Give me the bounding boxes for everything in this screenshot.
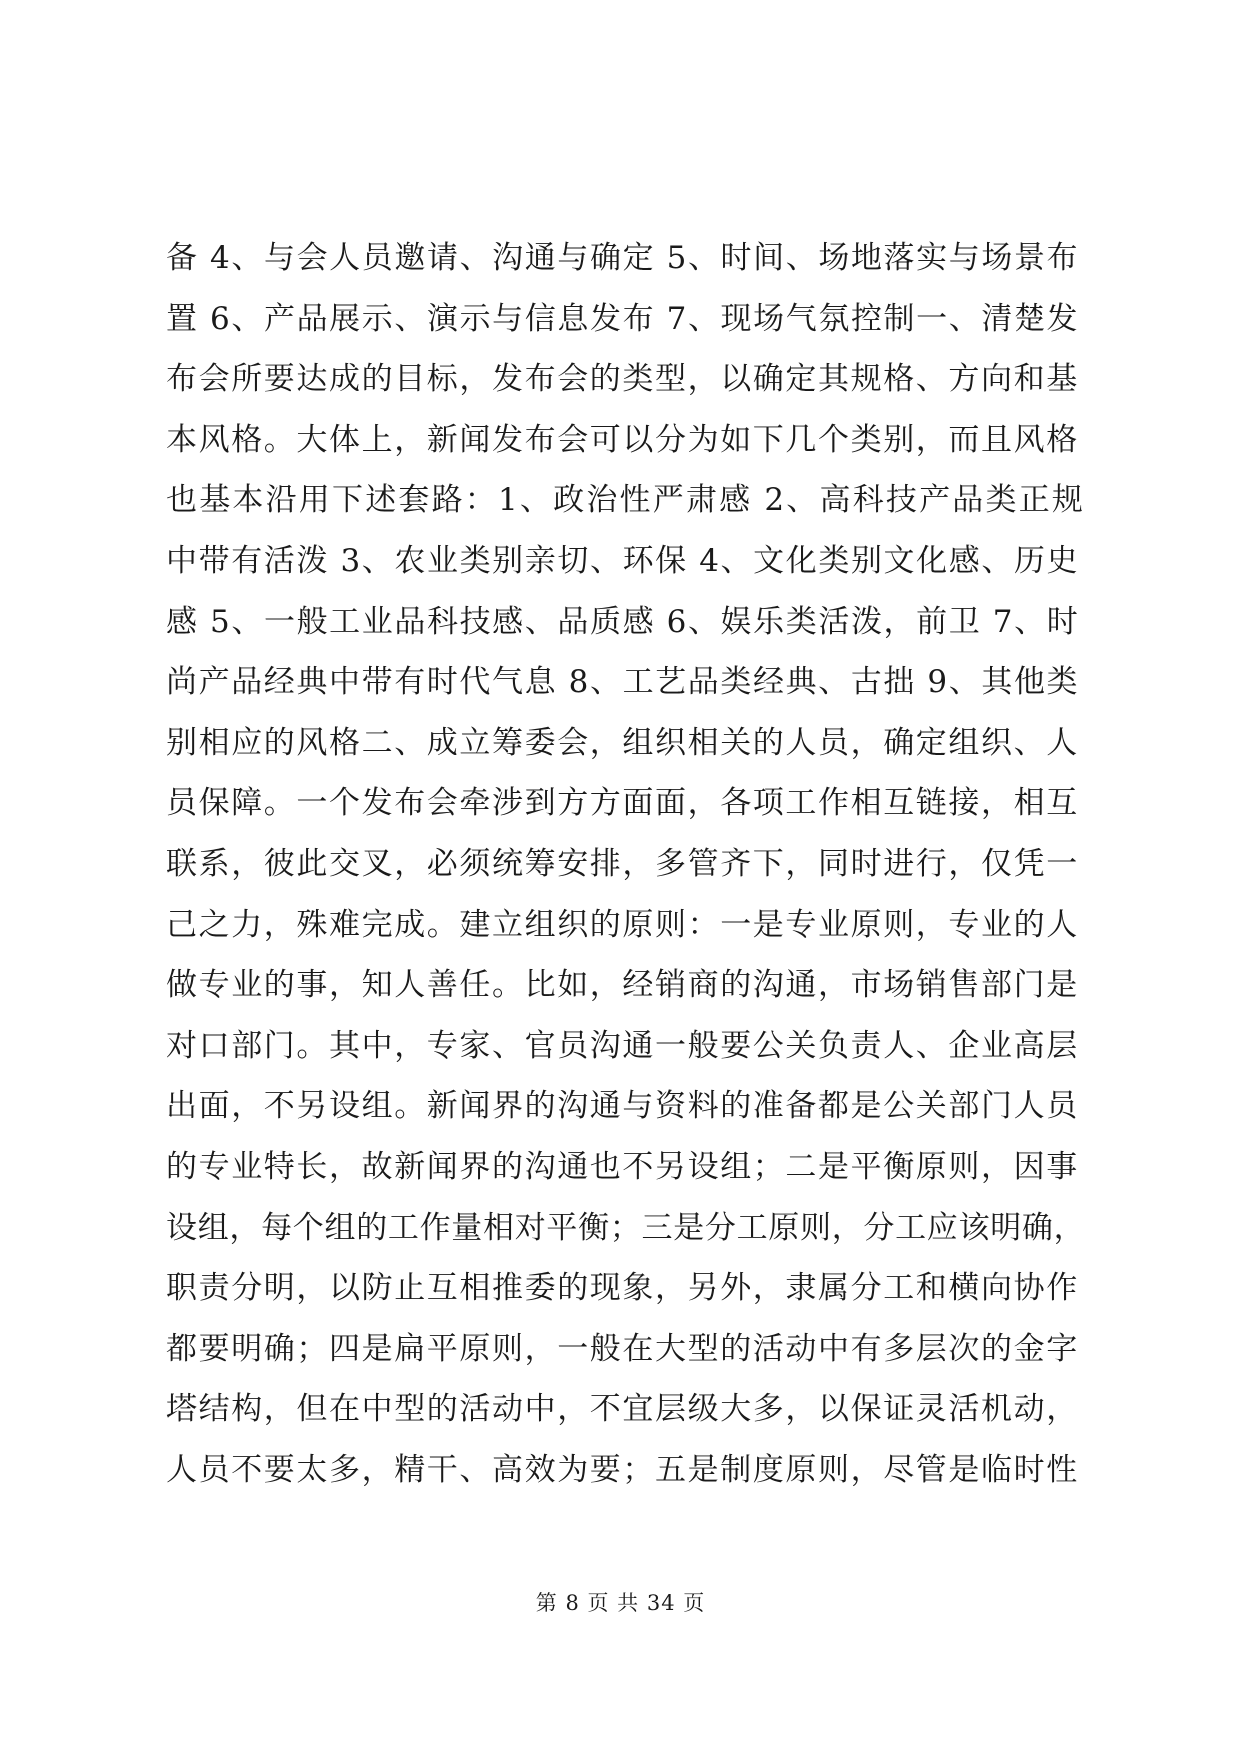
text-line: 人员不要太多，精干、高效为要；五是制度原则，尽管是临时性 — [166, 1451, 1079, 1488]
text-line: 备 4、与会人员邀请、沟通与确定 5、时间、场地落实与场景布 — [166, 240, 1080, 276]
text-line: 别相应的风格二、成立筹委会，组织相关的人员，确定组织、人 — [166, 724, 1079, 761]
text-line: 本风格。大体上，新闻发布会可以分为如下几个类别，而且风格 — [166, 421, 1079, 458]
text-line: 置 6、产品展示、演示与信息发布 7、现场气氛控制一、清楚发 — [166, 300, 1080, 337]
text-line: 联系，彼此交叉，必须统筹安排，多管齐下，同时进行，仅凭一 — [166, 845, 1079, 882]
text-line: 职责分明，以防止互相推委的现象，另外，隶属分工和横向协作 — [166, 1270, 1079, 1307]
text-line: 的专业特长，故新闻界的沟通也不另设组；二是平衡原则，因事 — [166, 1148, 1079, 1185]
text-line: 员保障。一个发布会牵涉到方方面面，各项工作相互链接，相互 — [166, 785, 1079, 822]
text-line: 也基本沿用下述套路：1、政治性严肃感 2、高科技产品类正规 — [166, 482, 1086, 519]
text-line: 出面，不另设组。新闻界的沟通与资料的准备都是公关部门人员 — [166, 1088, 1079, 1125]
body-text — [166, 228, 1086, 1500]
text-line: 对口部门。其中，专家、官员沟通一般要公关负责人、企业高层 — [166, 1027, 1079, 1064]
text-line: 尚产品经典中带有时代气息 8、工艺品类经典、古拙 9、其他类 — [166, 664, 1080, 701]
text-line: 都要明确；四是扁平原则，一般在大型的活动中有多层次的金字 — [166, 1330, 1079, 1367]
text-line: 己之力，殊难完成。建立组织的原则：一是专业原则，专业的人 — [166, 906, 1079, 943]
text-line: 布会所要达成的目标，发布会的类型，以确定其规格、方向和基 — [166, 361, 1079, 398]
text-line: 塔结构，但在中型的活动中，不宜层级大多，以保证灵活机动， — [166, 1391, 1079, 1428]
text-line: 感 5、一般工业品科技感、品质感 6、娱乐类活泼，前卫 7、时 — [166, 603, 1080, 640]
text-line: 设组，每个组的工作量相对平衡；三是分工原则，分工应该明确， — [166, 1209, 1086, 1246]
text-line: 做专业的事，知人善任。比如，经销商的沟通，市场销售部门是 — [166, 967, 1079, 1004]
text-line: 中带有活泼 3、农业类别亲切、环保 4、文化类别文化感、历史 — [166, 542, 1080, 579]
page-footer: 第 8 页 共 34 页 — [535, 1591, 706, 1615]
